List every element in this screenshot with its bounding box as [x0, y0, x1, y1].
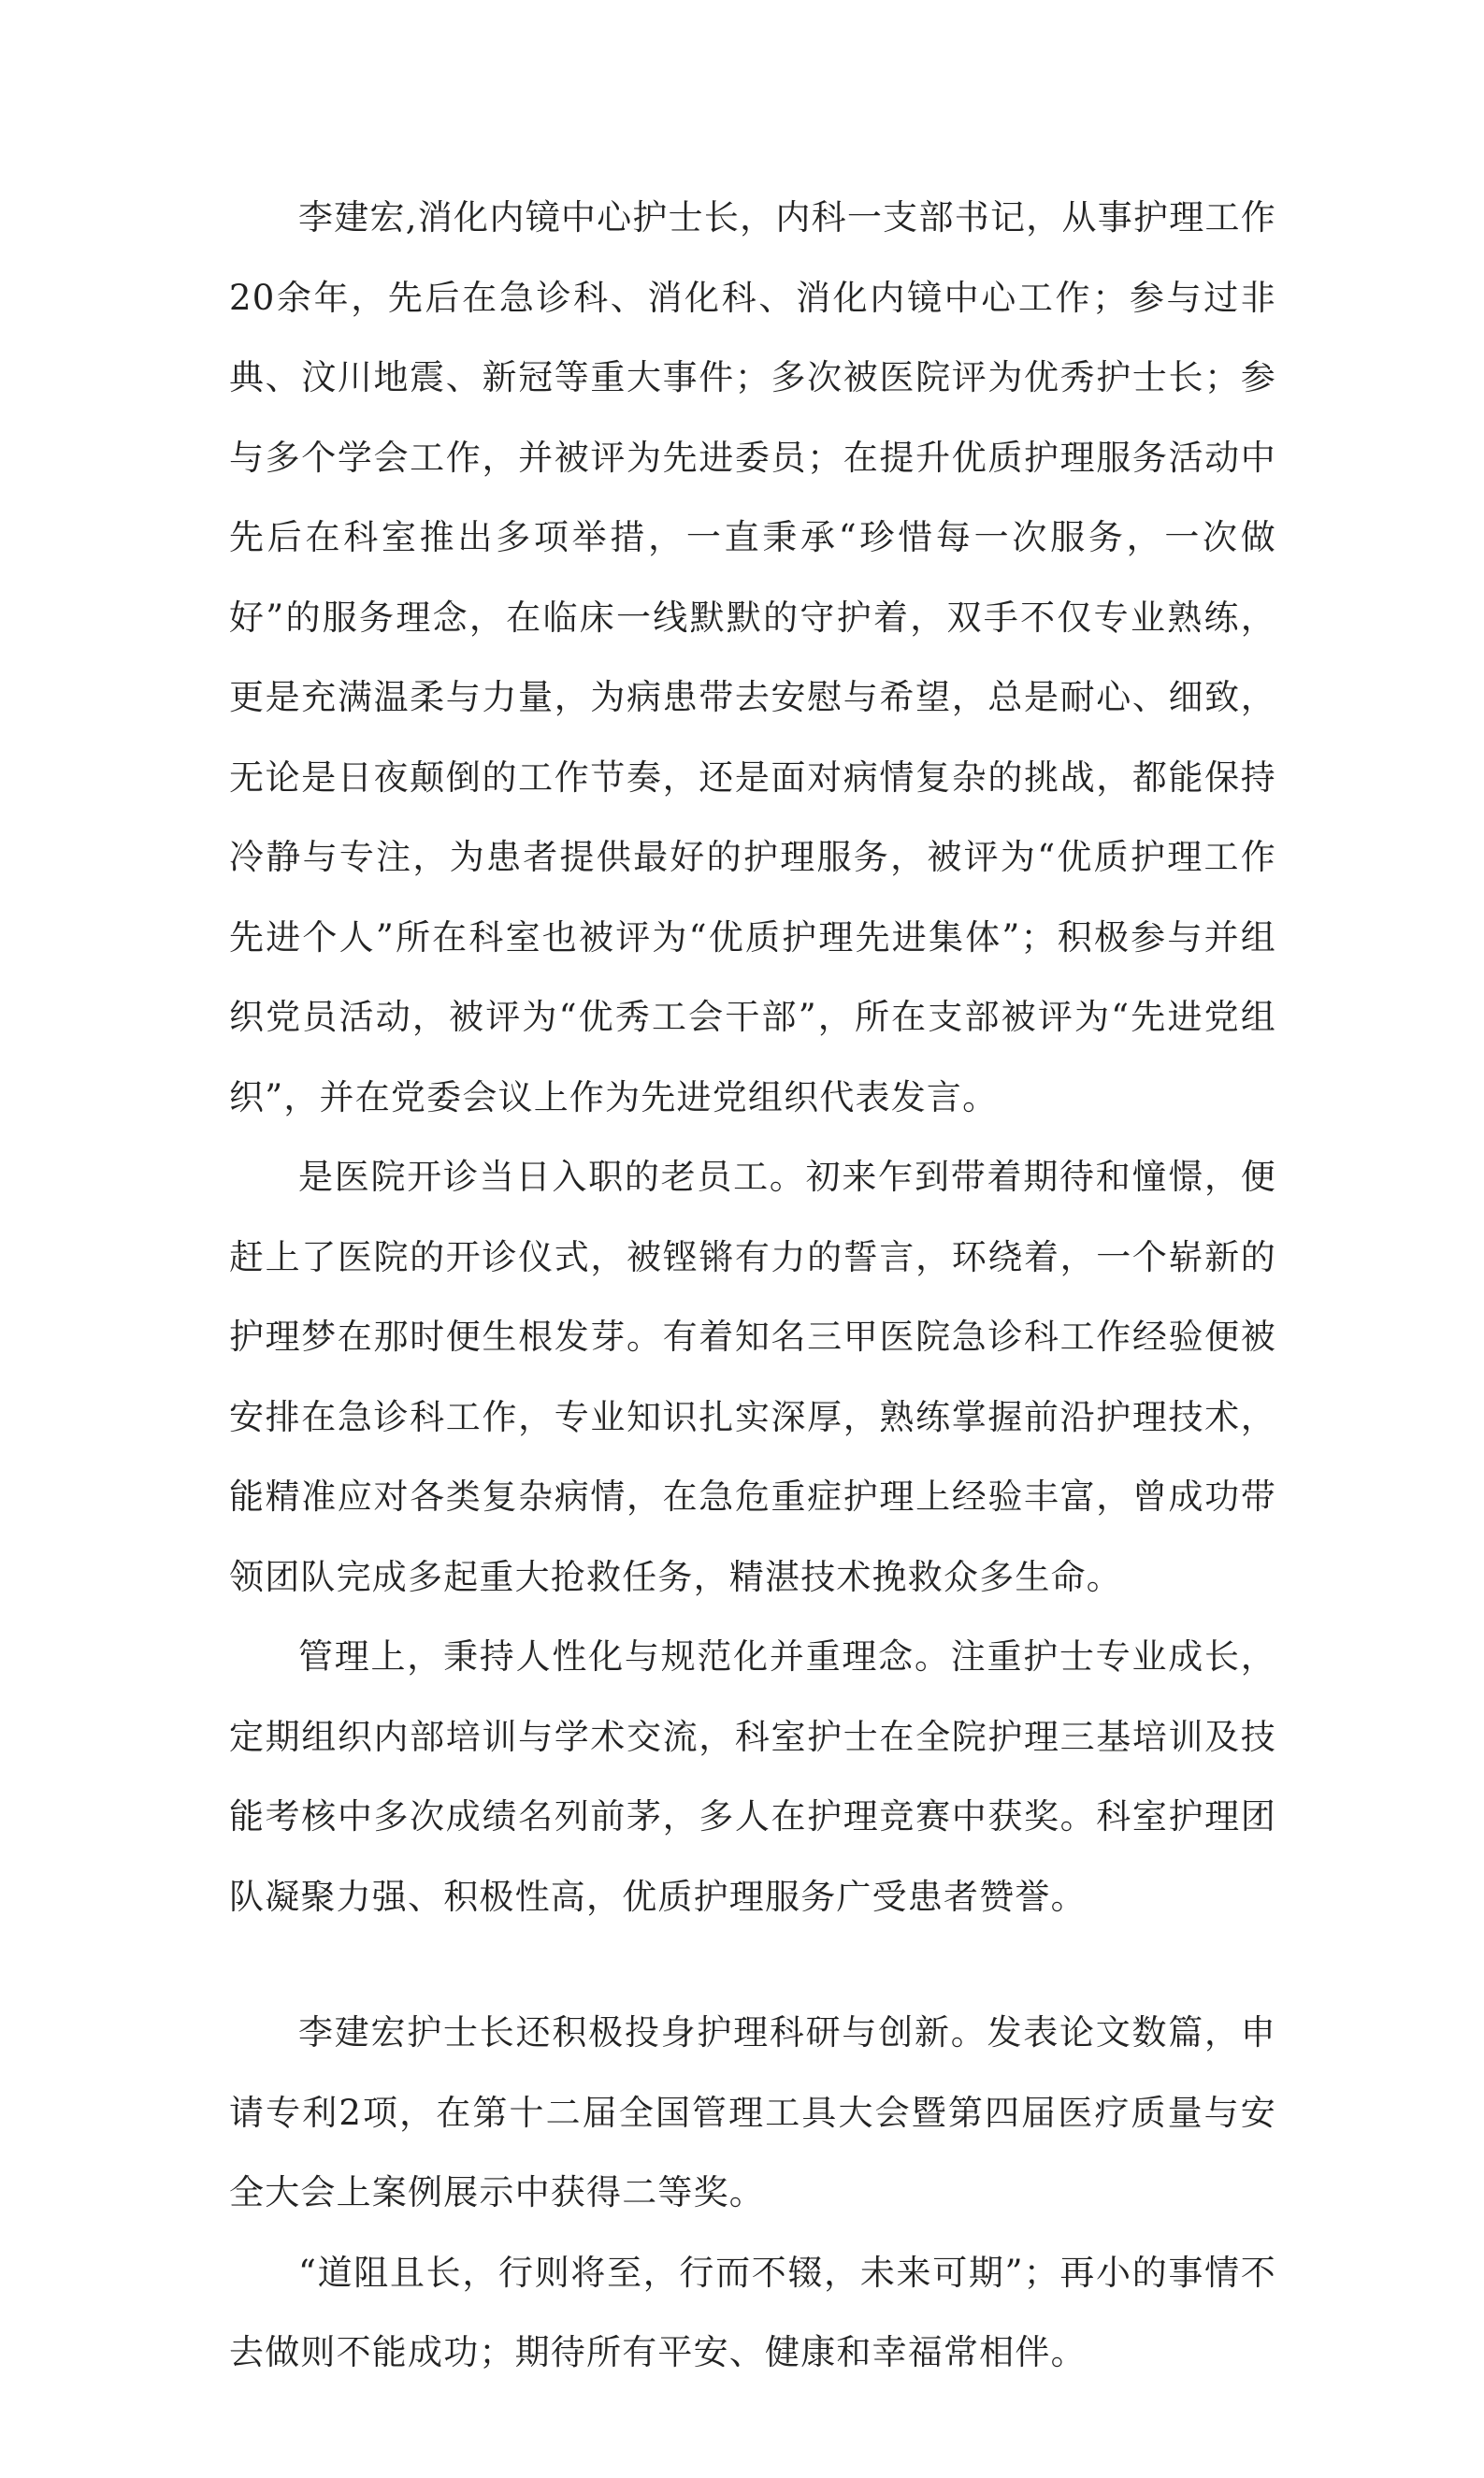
paragraph-biography: 李建宏,消化内镜中心护士长，内科一支部书记，从事护理工作20余年，先后在急诊科、消化科、消化内镜中心工作；参与过非典、汶川地震、新冠等重大事件；多次被医院评为优秀护士长；参与多个学会工作，并被评为先进委员；在提升优质护理服务活动中先后在科室推出多项举措，一直秉承“珍惜每一次服务，一次做好”的服务理念，在临床一线默默的守护着，双手不仅专业熟练，更是充满温柔与力量，为病患带去安慰与希望，总是耐心、细致，无论是日夜颠倒的工作节奏，还是面对病情复杂的挑战，都能保持冷静与专注，为患者提供最好的护理服务，被评为“优质护理工作先进个人”所在科室也被评为“优质护理先进集体”；积极参与并组织党员活动，被评为“优秀工会干部”，所在支部被评为“先进党组织”，并在党委会议上作为先进党组织代表发言。	[229, 197, 1276, 1117]
document-body	[229, 178, 1276, 2393]
paragraph-early-career: 是医院开诊当日入职的老员工。初来乍到带着期待和憧憬，便赶上了医院的开诊仪式，被铿锵有力的誓言，环绕着，一个崭新的护理梦在那时便生根发芽。有着知名三甲医院急诊科工作经验便被安排在急诊科工作，专业知识扎实深厚，熟练掌握前沿护理技术，能精准应对各类复杂病情，在急危重症护理上经验丰富，曾成功带领团队完成多起重大抢救任务，精湛技术挽救众多生命。	[229, 1157, 1276, 1597]
paragraph-research: 李建宏护士长还积极投身护理科研与创新。发表论文数篇，申请专利2项，在第十二届全国管理工具大会暨第四届医疗质量与安全大会上案例展示中获得二等奖。	[229, 2012, 1276, 2212]
paragraph-closing-quote: “道阻且长，行则将至，行而不辍，未来可期”；再小的事情不去做则不能成功；期待所有平安、健康和幸福常相伴。	[229, 2252, 1276, 2372]
paragraph-management: 管理上，秉持人性化与规范化并重理念。注重护士专业成长，定期组织内部培训与学术交流，科室护士在全院护理三基培训及技能考核中多次成绩名列前茅，多人在护理竞赛中获奖。科室护理团队凝聚力强、积极性高，优质护理服务广受患者赞誉。	[229, 1636, 1276, 1917]
